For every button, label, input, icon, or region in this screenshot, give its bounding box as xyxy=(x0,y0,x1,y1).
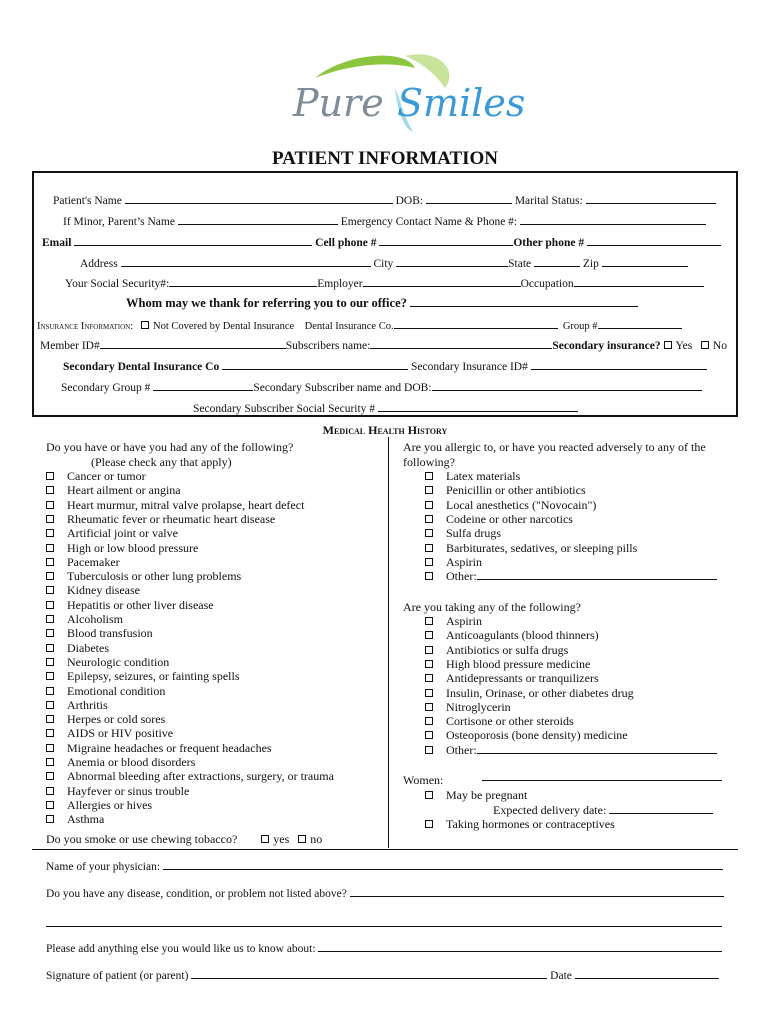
condition-checkbox[interactable] xyxy=(46,787,54,795)
other-phone-label: Other phone # xyxy=(513,237,585,249)
condition-label: Asthma xyxy=(67,812,105,827)
condition-item xyxy=(46,526,178,541)
member-id-field[interactable] xyxy=(100,338,286,349)
medication-checkbox[interactable] xyxy=(425,660,433,668)
condition-checkbox[interactable] xyxy=(46,515,54,523)
medication-label: Insulin, Orinase, or other diabetes drug xyxy=(446,685,634,700)
allergy-other-field[interactable] xyxy=(477,569,717,580)
allergy-label: Sulfa drugs xyxy=(446,526,501,541)
condition-label: Cancer or tumor xyxy=(67,469,146,483)
condition-checkbox[interactable] xyxy=(46,529,54,537)
sec-ins-id-label: Secondary Insurance ID# xyxy=(410,361,528,373)
signature-field[interactable] xyxy=(191,968,547,979)
condition-label: Diabetes xyxy=(67,640,109,655)
condition-label: Kidney disease xyxy=(67,583,140,598)
occupation-field[interactable] xyxy=(574,276,704,287)
condition-item xyxy=(46,626,153,641)
condition-label: Abnormal bleeding after extractions, surgery, or trauma xyxy=(67,769,334,784)
condition-label: Neurologic condition xyxy=(67,654,170,669)
delivery-label: Expected delivery date: xyxy=(493,803,607,817)
condition-item xyxy=(46,469,146,484)
sec-subscriber-field[interactable] xyxy=(432,380,702,391)
date-field[interactable] xyxy=(575,968,719,979)
state-field[interactable] xyxy=(534,256,580,267)
condition-item xyxy=(46,812,104,827)
condition-item xyxy=(46,483,181,498)
condition-checkbox[interactable] xyxy=(46,615,54,623)
secondary-yes-checkbox[interactable] xyxy=(664,341,672,349)
logo-graphic xyxy=(285,48,555,140)
condition-item xyxy=(46,641,109,656)
pure-smiles-logo xyxy=(285,48,555,140)
condition-checkbox[interactable] xyxy=(46,687,54,695)
patient-name-label: Patient's Name xyxy=(53,195,122,207)
medication-checkbox[interactable] xyxy=(425,631,433,639)
marital-label: Marital Status: xyxy=(514,195,583,207)
dob-label: DOB: xyxy=(395,195,424,207)
allergy-item xyxy=(425,512,573,527)
zip-field[interactable] xyxy=(602,256,688,267)
condition-item xyxy=(46,698,108,713)
cell-field[interactable] xyxy=(379,235,513,246)
secondary-ssn-row xyxy=(193,401,578,415)
condition-item xyxy=(46,612,123,627)
dob-field[interactable] xyxy=(426,193,512,204)
address-row xyxy=(80,256,688,270)
condition-checkbox[interactable] xyxy=(46,586,54,594)
allergy-item xyxy=(425,498,596,513)
cell-label: Cell phone # xyxy=(315,237,377,249)
condition-label: Herpes or cold sores xyxy=(67,712,166,727)
condition-item xyxy=(46,498,304,513)
dental-ins-label: Dental Insurance Co. xyxy=(304,321,394,332)
allergy-question: Are you allergic to, or have you reacted adversely to any of the xyxy=(403,440,706,454)
zip-label: Zip xyxy=(582,258,599,270)
medication-item xyxy=(425,657,590,672)
condition-item xyxy=(46,784,189,799)
condition-label: Arthritis xyxy=(67,697,108,712)
disease-field[interactable] xyxy=(350,886,724,897)
condition-label: Epilepsy, seizures, or fainting spells xyxy=(67,669,240,684)
address-label: Address xyxy=(80,258,118,270)
medication-label: Antibiotics or sulfa drugs xyxy=(446,642,569,657)
medication-label: Cortisone or other steroids xyxy=(446,714,574,729)
disease-extra-line[interactable] xyxy=(46,914,722,932)
parent-name-field[interactable] xyxy=(178,214,338,225)
address-field[interactable] xyxy=(121,256,371,267)
parent-name-label: If Minor, Parent’s Name xyxy=(63,216,175,228)
allergy-item xyxy=(425,555,482,570)
insurance-info-label: Insurance Information: xyxy=(37,321,134,332)
delivery-row xyxy=(493,803,713,818)
sec-group-label: Secondary Group # xyxy=(61,382,151,394)
allergy-item xyxy=(425,526,501,541)
condition-checkbox[interactable] xyxy=(46,758,54,766)
condition-checkbox[interactable] xyxy=(46,558,54,566)
allergy-label: Barbiturates, sedatives, or sleeping pills xyxy=(446,540,638,555)
allergy-checkbox[interactable] xyxy=(425,486,433,494)
condition-label: Alcoholism xyxy=(67,612,123,626)
member-row xyxy=(40,338,727,352)
other-phone-field[interactable] xyxy=(587,235,721,246)
email-field[interactable] xyxy=(74,235,312,246)
condition-label: Anemia or blood disorders xyxy=(67,755,196,769)
secondary-no-label: No xyxy=(712,340,727,352)
marital-field[interactable] xyxy=(586,193,716,204)
allergy-checkbox[interactable] xyxy=(425,529,433,537)
anything-row xyxy=(46,941,722,955)
sec-dental-co-field[interactable] xyxy=(222,359,408,370)
group-field[interactable] xyxy=(598,318,682,329)
medication-item xyxy=(425,700,511,715)
sec-subscriber-label: Secondary Subscriber name and DOB: xyxy=(253,382,432,394)
group-label: Group # xyxy=(562,321,598,332)
left-question-note: (Please check any that apply) xyxy=(91,455,232,469)
condition-item xyxy=(46,712,165,727)
condition-checkbox[interactable] xyxy=(46,672,54,680)
condition-item xyxy=(46,569,241,584)
condition-label: Migraine headaches or frequent headaches xyxy=(67,740,272,755)
section-divider xyxy=(32,849,738,850)
condition-item xyxy=(46,655,169,670)
emergency-label: Emergency Contact Name & Phone #: xyxy=(340,216,518,228)
condition-checkbox[interactable] xyxy=(46,572,54,580)
medication-item xyxy=(425,686,634,701)
employer-label: Employer xyxy=(317,278,363,290)
allergy-item xyxy=(425,483,586,498)
allergy-label: Local anesthetics ("Novocain") xyxy=(446,497,597,512)
condition-checkbox[interactable] xyxy=(46,701,54,709)
logo-word-pure: Pure xyxy=(293,81,384,125)
contact-row xyxy=(42,235,721,249)
medication-checkbox[interactable] xyxy=(425,717,433,725)
condition-checkbox[interactable] xyxy=(46,601,54,609)
medical-history-heading: Medical Health History xyxy=(322,423,448,437)
condition-item xyxy=(46,726,173,741)
not-covered-label: Not Covered by Dental Insurance xyxy=(153,321,295,332)
smoke-question: Do you smoke or use chewing tobacco? xyxy=(46,832,238,846)
ssn-field[interactable] xyxy=(169,276,317,287)
condition-item xyxy=(46,555,120,570)
disease-label: Do you have any disease, condition, or problem not listed above? xyxy=(46,888,347,900)
date-label: Date xyxy=(550,970,572,982)
smoke-row xyxy=(46,832,322,847)
medication-label: Anticoagulants (blood thinners) xyxy=(446,628,599,643)
hormones-label: Taking hormones or contraceptives xyxy=(446,817,615,831)
allergy-checkbox[interactable] xyxy=(425,544,433,552)
medication-item xyxy=(425,743,717,758)
patient-name-row xyxy=(53,193,716,207)
condition-label: Heart ailment or angina xyxy=(67,483,181,498)
condition-item xyxy=(46,769,334,784)
condition-checkbox[interactable] xyxy=(46,801,54,809)
logo-word-smiles: Smiles xyxy=(397,81,526,125)
condition-item xyxy=(46,541,198,556)
smoke-no-checkbox[interactable] xyxy=(298,835,306,843)
condition-item xyxy=(46,755,195,770)
allergy-label: Aspirin xyxy=(446,554,482,569)
condition-label: Pacemaker xyxy=(67,554,120,569)
page-title: PATIENT INFORMATION xyxy=(271,148,499,169)
allergy-checkbox[interactable] xyxy=(425,515,433,523)
medication-item xyxy=(425,614,482,629)
medication-item xyxy=(425,728,628,743)
allergy-label: Other: xyxy=(446,569,477,584)
hormones-item xyxy=(425,817,615,832)
pregnant-checkbox[interactable] xyxy=(425,791,433,799)
sec-ins-id-field[interactable] xyxy=(531,359,707,370)
allergy-label: Codeine or other narcotics xyxy=(446,511,573,526)
smoke-no-label: no xyxy=(310,832,323,846)
medication-checkbox[interactable] xyxy=(425,617,433,625)
emergency-field[interactable] xyxy=(520,214,706,225)
medication-checkbox[interactable] xyxy=(425,674,433,682)
condition-item xyxy=(46,798,152,813)
patient-name-field[interactable] xyxy=(125,193,393,204)
condition-item xyxy=(46,741,272,756)
condition-label: Artificial joint or valve xyxy=(67,526,178,541)
condition-checkbox[interactable] xyxy=(46,744,54,752)
condition-checkbox[interactable] xyxy=(46,486,54,494)
condition-label: Heart murmur, mitral valve prolapse, heart defect xyxy=(67,497,305,512)
anything-label: Please add anything else you would like us to know about: xyxy=(46,943,316,955)
condition-checkbox[interactable] xyxy=(46,644,54,652)
condition-item xyxy=(46,669,240,684)
signature-row xyxy=(46,968,719,982)
medication-checkbox[interactable] xyxy=(425,731,433,739)
dental-ins-field[interactable] xyxy=(394,318,558,329)
condition-checkbox[interactable] xyxy=(46,472,54,480)
medication-label: Osteoporosis (bone density) medicine xyxy=(446,728,628,743)
medication-label: Antidepressants or tranquilizers xyxy=(446,671,599,686)
disease-row xyxy=(46,886,724,900)
physician-row xyxy=(46,859,723,873)
condition-checkbox[interactable] xyxy=(46,715,54,723)
signature-label: Signature of patient (or parent) xyxy=(46,970,189,982)
condition-item xyxy=(46,598,214,613)
secondary-ins-question: Secondary insurance? xyxy=(552,340,661,352)
allergy-item xyxy=(425,569,717,584)
sec-ssn-label: Secondary Subscriber Social Security # xyxy=(193,403,376,415)
medication-checkbox[interactable] xyxy=(425,689,433,697)
other-med-extra-line[interactable] xyxy=(482,768,722,786)
condition-checkbox[interactable] xyxy=(46,772,54,780)
allergy-checkbox[interactable] xyxy=(425,472,433,480)
medication-label: Other: xyxy=(446,742,477,757)
condition-label: AIDS or HIV positive xyxy=(67,726,174,741)
allergy-checkbox[interactable] xyxy=(425,501,433,509)
allergy-question-2: following? xyxy=(403,455,455,469)
pregnant-item xyxy=(425,788,527,803)
allergy-item xyxy=(425,541,637,556)
referral-label: Whom may we thank for referring you to our office? xyxy=(126,296,407,310)
member-id-label: Member ID# xyxy=(40,340,100,352)
condition-item xyxy=(46,583,140,598)
referral-row xyxy=(126,296,638,311)
subscribers-field[interactable] xyxy=(370,338,552,349)
city-label: City xyxy=(373,258,394,270)
condition-label: Rheumatic fever or rheumatic heart disease xyxy=(67,511,276,526)
medication-label: Nitroglycerin xyxy=(446,699,511,714)
condition-label: Blood transfusion xyxy=(67,626,153,641)
left-question: Do you have or have you had any of the following? xyxy=(46,440,294,454)
condition-label: High or low blood pressure xyxy=(67,540,199,555)
medication-other-field[interactable] xyxy=(477,743,717,754)
city-field[interactable] xyxy=(396,256,508,267)
smoke-yes-label: yes xyxy=(273,832,290,846)
medication-label: High blood pressure medicine xyxy=(446,656,591,671)
condition-label: Hepatitis or other liver disease xyxy=(67,597,214,612)
allergy-checkbox[interactable] xyxy=(425,558,433,566)
referral-field[interactable] xyxy=(410,296,638,307)
column-divider xyxy=(388,437,389,848)
allergy-label: Penicillin or other antibiotics xyxy=(446,483,586,498)
condition-checkbox[interactable] xyxy=(46,815,54,823)
women-label: Women: xyxy=(403,773,444,787)
smoke-yes-checkbox[interactable] xyxy=(261,835,269,843)
insurance-row xyxy=(37,318,682,332)
taking-question: Are you taking any of the following? xyxy=(403,600,581,614)
anything-field[interactable] xyxy=(318,941,722,952)
medication-checkbox[interactable] xyxy=(425,746,433,754)
secondary-no-checkbox[interactable] xyxy=(701,341,709,349)
state-label: State xyxy=(508,258,532,270)
delivery-field[interactable] xyxy=(609,803,713,814)
condition-item xyxy=(46,684,165,699)
hormones-checkbox[interactable] xyxy=(425,820,433,828)
physician-field[interactable] xyxy=(163,859,723,870)
condition-checkbox[interactable] xyxy=(46,501,54,509)
medication-label: Aspirin xyxy=(446,614,482,628)
subscribers-label: Subscribers name: xyxy=(285,340,371,352)
occupation-label: Occupation xyxy=(520,278,574,290)
condition-checkbox[interactable] xyxy=(46,629,54,637)
medication-item xyxy=(425,628,599,643)
condition-checkbox[interactable] xyxy=(46,544,54,552)
physician-label: Name of your physician: xyxy=(46,861,161,873)
condition-checkbox[interactable] xyxy=(46,729,54,737)
medication-item xyxy=(425,714,574,729)
minor-row xyxy=(63,214,706,228)
allergy-item xyxy=(425,469,520,484)
sec-group-field[interactable] xyxy=(153,380,253,391)
not-covered-checkbox[interactable] xyxy=(141,321,149,329)
sec-ssn-field[interactable] xyxy=(378,401,578,412)
condition-checkbox[interactable] xyxy=(46,658,54,666)
condition-label: Emotional condition xyxy=(67,683,166,698)
secondary-co-row xyxy=(63,359,707,373)
ssn-label: Your Social Security#: xyxy=(65,278,170,290)
medication-item xyxy=(425,643,568,658)
medication-checkbox[interactable] xyxy=(425,646,433,654)
secondary-group-row xyxy=(61,380,702,394)
allergy-label: Latex materials xyxy=(446,469,521,483)
medication-item xyxy=(425,671,599,686)
employer-field[interactable] xyxy=(363,276,521,287)
sec-dental-co-label: Secondary Dental Insurance Co xyxy=(63,361,220,373)
medication-checkbox[interactable] xyxy=(425,703,433,711)
condition-label: Hayfever or sinus trouble xyxy=(67,783,190,798)
secondary-yes-label: Yes xyxy=(675,340,693,352)
pregnant-label: May be pregnant xyxy=(446,788,528,802)
condition-label: Tuberculosis or other lung problems xyxy=(67,569,242,584)
condition-label: Allergies or hives xyxy=(67,797,153,812)
condition-item xyxy=(46,512,275,527)
email-label: Email xyxy=(42,237,72,249)
ssn-row xyxy=(65,276,704,290)
allergy-checkbox[interactable] xyxy=(425,572,433,580)
